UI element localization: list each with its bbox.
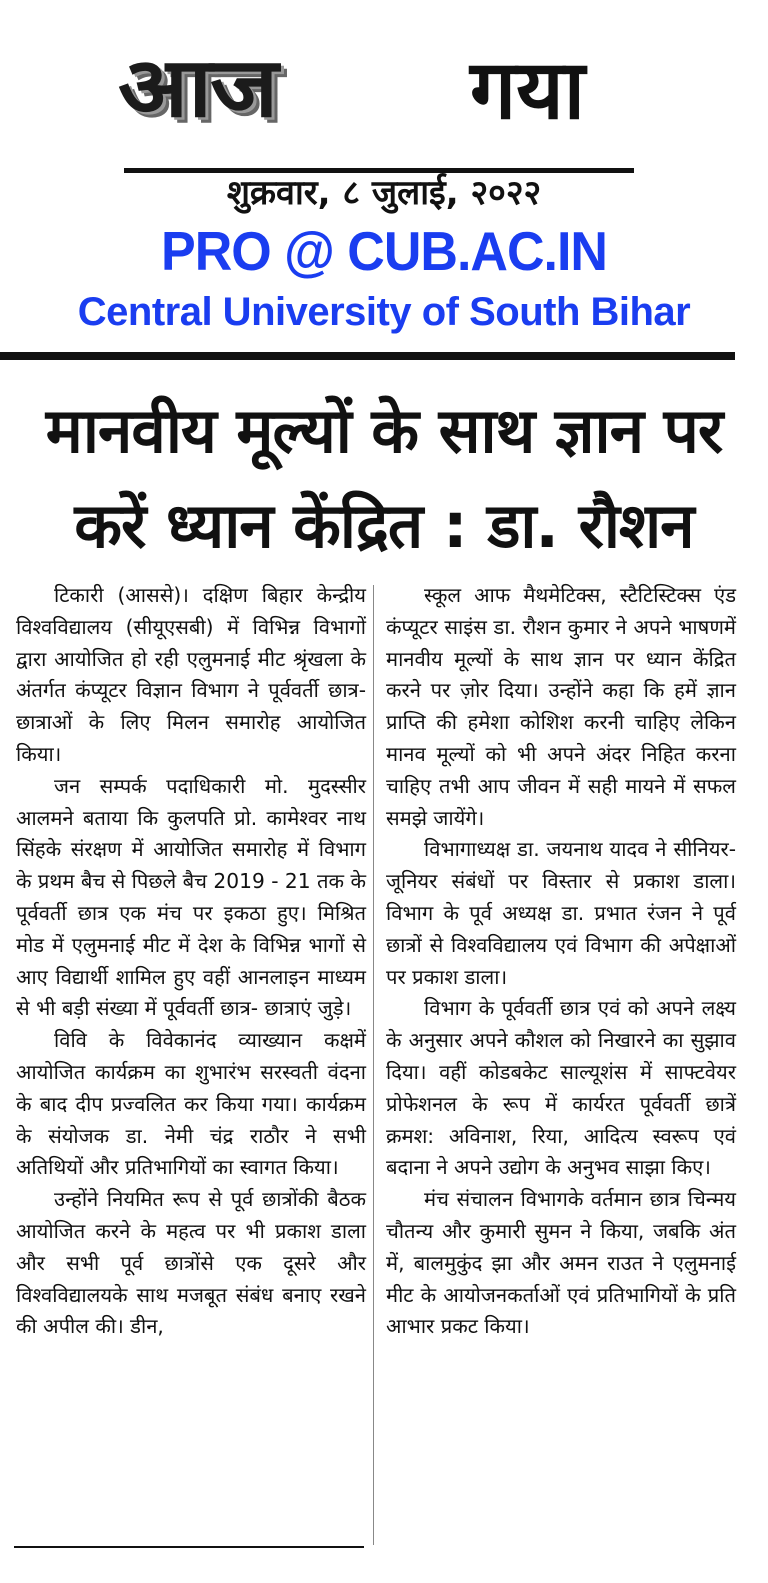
- article-paragraph: विभागाध्यक्ष डा. जयनाथ यादव ने सीनियर-जूनियर संबंधों पर विस्तार से प्रकाश डाला। विभाग के पूर्व अध्यक्ष डा. प्रभात रंजन ने पूर्व छात्रों से विश्वविद्यालय एवं विभाग की अपेक्षाओं पर प्रकाश डाला।: [386, 837, 736, 989]
- article-paragraph: टिकारी (आससे)। दक्षिण बिहार केन्द्रीय विश्वविद्यालय (सीयूएसबी) में विभिन्न विभागों द्वारा आयोजित हो रही एलुमनाई मीट श्रृंखला के अंतर्गत कंप्यूटर विज्ञान विभाग ने पूर्ववर्ती छात्र-छात्राओं के लिए मिलन समारोह आयोजित किया।: [16, 583, 366, 766]
- university-name: Central University of South Bihar: [77, 290, 691, 334]
- contact-email: PRO @ CUB.AC.IN: [161, 221, 607, 283]
- article-paragraph: जन सम्पर्क पदाधिकारी मो. मुदस्सीर आलमने बताया कि कुलपति प्रो. कामेश्वर नाथ सिंहके संरक्षण में आयोजित समारोह में विभाग के प्रथम बैच से पिछले बैच 2019 - 21 तक के पूर्ववर्ती छात्र एक मंच पर इकठा हुए। मिश्रित मोड में एलुमनाई मीट में देश के विभिन्न भागों से आए विद्यार्थी शामिल हुए वहीं आनलाइन माध्यम से भी बड़ी संख्या में पूर्ववर्ती छात्र- छात्राएं जुड़े।: [16, 773, 366, 1021]
- article-paragraph: विभाग के पूर्ववर्ती छात्र एवं को अपने लक्ष्य के अनुसार अपने कौशल को निखारने का सुझाव दिया। वहीं कोडबकेट साल्यूशंस में साफ्टवेयर प्रोफेशनल के रूप में कार्यरत पूर्ववर्ती छात्रें क्रमश: अविनाश, रिया, आदित्य स्वरूप एवं बदाना ने अपने उद्योग के अनुभव साझा किए।: [386, 996, 736, 1180]
- article-paragraph: उन्होंने नियमित रूप से पूर्व छात्रोंकी बैठक आयोजित करने के महत्व पर भी प्रकाश डाला और सभी पूर्व छात्रोंसे एक दूसरे और विश्वविद्यालयके साथ मजबूत संबंध बनाए रखने की अपील की। डीन,: [16, 1187, 366, 1339]
- newspaper-logo: आज: [118, 39, 277, 136]
- bottom-rule: [14, 1546, 364, 1548]
- article-paragraph: विवि के विवेकानंद व्याख्यान कक्षमें आयोजित कार्यक्रम का शुभारंभ सरस्वती वंदना के बाद दीप प्रज्वलित कर किया गया। कार्यक्रम के संयोजक डा. नेमी चंद्र राठौर ने सभी अतिथियों और प्रतिभागियों का स्वागत किया।: [16, 1028, 366, 1180]
- publication-date: शुक्रवार, ८ जुलाई, २०२२: [226, 173, 542, 213]
- headline-line-1: मानवीय मूल्यों के साथ ज्ञान पर: [45, 394, 723, 467]
- article-column-right: [386, 580, 736, 1343]
- edition-city: गया: [470, 43, 585, 138]
- section-divider: [0, 352, 735, 360]
- headline-line-2: करें ध्यान केंद्रित : डा. रौशन: [74, 489, 694, 562]
- column-divider: [373, 585, 374, 1545]
- article-column-left: [16, 580, 366, 1343]
- masthead: [0, 20, 768, 160]
- article-paragraph: मंच संचालन विभागके वर्तमान छात्र चिन्मय चौतन्य और कुमारी सुमन ने किया, जबकि अंत में, बालमुकुंद झा और अमन राउत ने एलुमनाई मीट के आयोजनकर्ताओं एवं प्रतिभागियों के प्रति आभार प्रकट किया।: [386, 1187, 736, 1339]
- article-paragraph: स्कूल आफ मैथमेटिक्स, स्टैटिस्टिक्स एंड कंप्यूटर साइंस डा. रौशन कुमार ने अपने भाषणमें मानवीय मूल्यों के साथ ज्ञान पर ध्यान केंद्रित करने पर ज़ोर दिया। उन्होंने कहा कि हमें ज्ञान प्राप्ति की हमेशा कोशिश करनी चाहिए लेकिन मानव मूल्यों को भी अपने अंदर निहित करना चाहिए तभी आप जीवन में सही मायने में सफल समझे जायेंगे।: [386, 583, 736, 830]
